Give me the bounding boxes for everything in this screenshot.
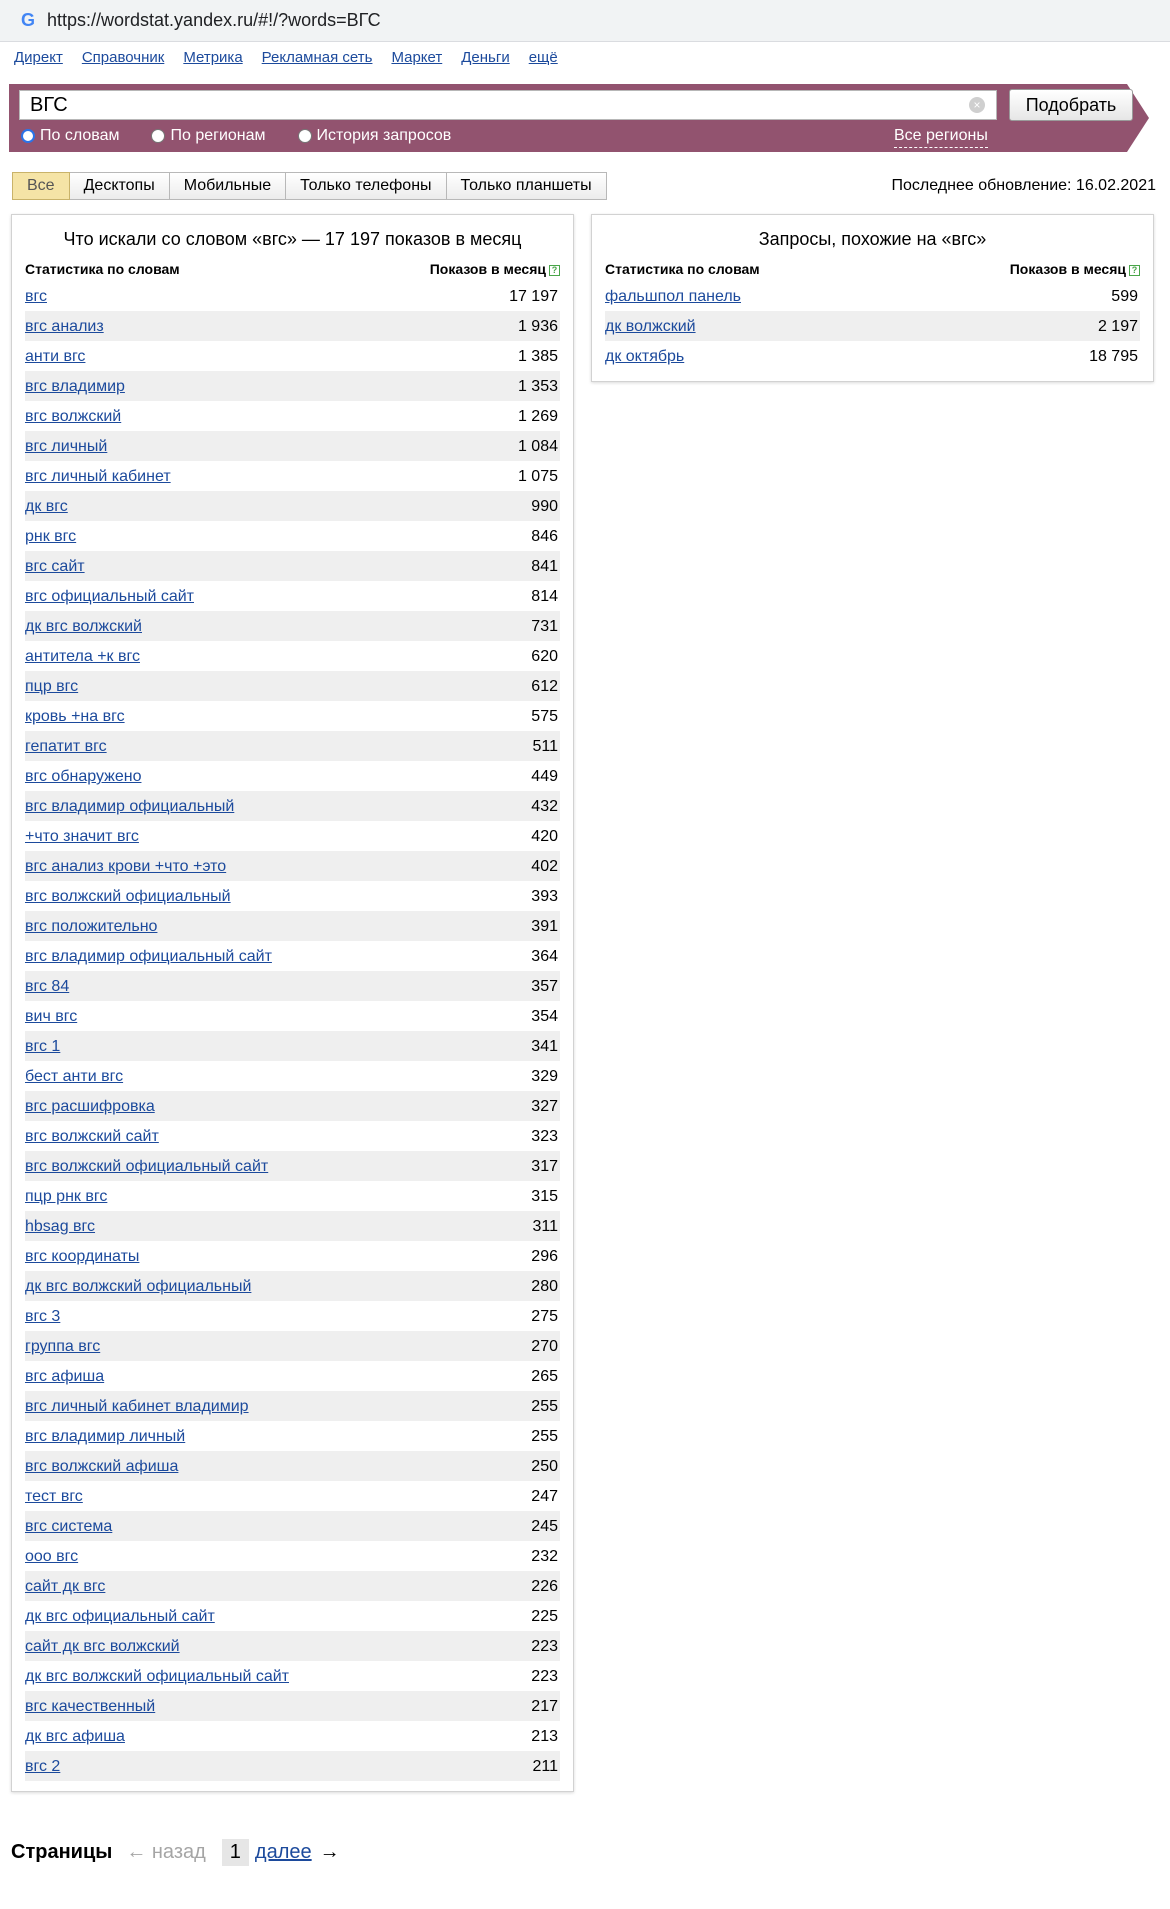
tab-tablets-only[interactable]: Только планшеты bbox=[447, 172, 607, 200]
impressions-count: 247 bbox=[531, 1488, 558, 1505]
tab-mobile[interactable]: Мобильные bbox=[170, 172, 286, 200]
impressions-count: 354 bbox=[531, 1008, 558, 1025]
search-band bbox=[9, 84, 1149, 152]
column-header-impressions bbox=[1010, 261, 1140, 277]
table-row bbox=[25, 1451, 560, 1481]
impressions-count: 223 bbox=[531, 1638, 558, 1655]
nav-link-more[interactable]: ещё bbox=[528, 49, 558, 66]
keyword-link[interactable]: вгс афиша bbox=[25, 1368, 105, 1385]
keyword-link[interactable]: вгс 1 bbox=[25, 1038, 61, 1055]
table-row bbox=[25, 791, 560, 821]
google-icon: G bbox=[20, 10, 35, 30]
keyword-link[interactable]: вгс 84 bbox=[25, 978, 70, 995]
current-page: 1 bbox=[222, 1839, 249, 1866]
keyword-link[interactable]: рнк вгс bbox=[25, 528, 77, 545]
impressions-count: 1 075 bbox=[517, 468, 558, 485]
impressions-count: 814 bbox=[531, 588, 558, 605]
keyword-link[interactable]: вгс волжский официальный bbox=[25, 888, 231, 905]
impressions-count: 612 bbox=[531, 678, 558, 695]
keyword-link[interactable]: ооо вгс bbox=[25, 1548, 79, 1565]
impressions-count: 255 bbox=[531, 1398, 558, 1415]
keyword-link[interactable]: вгс личный кабинет bbox=[25, 468, 171, 485]
impressions-count: 213 bbox=[531, 1728, 558, 1745]
impressions-count: 620 bbox=[531, 648, 558, 665]
table-row bbox=[25, 941, 560, 971]
impressions-count: 357 bbox=[531, 978, 558, 995]
similar-queries-panel bbox=[591, 214, 1154, 382]
impressions-count: 211 bbox=[532, 1758, 558, 1775]
keyword-link[interactable]: фальшпол панель bbox=[605, 288, 741, 305]
nav-link-market[interactable]: Маркет bbox=[391, 49, 443, 66]
keyword-link[interactable]: вгс официальный сайт bbox=[25, 588, 194, 605]
table-row bbox=[25, 731, 560, 761]
table-row bbox=[25, 551, 560, 581]
url-text[interactable]: https://wordstat.yandex.ru/#!/?words=ВГС bbox=[47, 10, 381, 30]
impressions-count: 232 bbox=[531, 1548, 558, 1565]
table-row bbox=[25, 851, 560, 881]
impressions-count: 217 bbox=[531, 1698, 558, 1715]
table-row bbox=[25, 1691, 560, 1721]
last-update: Последнее обновление: 16.02.2021 bbox=[891, 177, 1156, 194]
impressions-count: 420 bbox=[531, 828, 558, 845]
keyword-link[interactable]: вгс личный кабинет владимир bbox=[25, 1398, 249, 1415]
keyword-link[interactable]: антитела +к вгс bbox=[25, 648, 140, 665]
help-icon[interactable]: ? bbox=[549, 265, 560, 276]
impressions-count: 449 bbox=[531, 768, 558, 785]
table-row bbox=[25, 1721, 560, 1751]
table-row bbox=[25, 1061, 560, 1091]
impressions-count: 245 bbox=[531, 1518, 558, 1535]
impressions-count: 275 bbox=[531, 1308, 558, 1325]
search-mode-radios bbox=[21, 125, 483, 147]
impressions-count: 391 bbox=[531, 918, 558, 935]
impressions-count: 250 bbox=[531, 1458, 558, 1475]
impressions-count: 511 bbox=[532, 738, 558, 755]
table-row bbox=[25, 401, 560, 431]
impressions-count: 317 bbox=[531, 1158, 558, 1175]
table-row bbox=[25, 1211, 560, 1241]
table-row bbox=[25, 1511, 560, 1541]
keyword-link[interactable]: кровь +на вгс bbox=[25, 708, 125, 725]
impressions-count: 327 bbox=[531, 1098, 558, 1115]
impressions-count: 841 bbox=[531, 558, 558, 575]
table-row bbox=[25, 431, 560, 461]
impressions-count: 1 353 bbox=[517, 378, 558, 395]
table-row bbox=[25, 461, 560, 491]
table-row bbox=[25, 1481, 560, 1511]
impressions-count: 1 936 bbox=[517, 318, 558, 335]
keyword-link[interactable]: гепатит вгс bbox=[25, 738, 107, 755]
column-header-label: Показов в месяц bbox=[1009, 261, 1126, 277]
keyword-link[interactable]: тест вгс bbox=[25, 1488, 83, 1505]
column-header-words: Статистика по словам bbox=[25, 261, 180, 277]
keyword-link[interactable]: +что значит вгс bbox=[25, 828, 139, 845]
keyword-link[interactable]: вгс волжский официальный сайт bbox=[25, 1158, 269, 1175]
table-row bbox=[25, 1271, 560, 1301]
pagination bbox=[11, 1838, 340, 1866]
device-tabs bbox=[12, 172, 607, 200]
column-header-impressions bbox=[430, 261, 560, 277]
table-row bbox=[25, 1661, 560, 1691]
keyword-link[interactable]: вгс система bbox=[25, 1518, 113, 1535]
keyword-link[interactable]: бест анти вгс bbox=[25, 1068, 124, 1085]
keyword-link[interactable]: вгс владимир личный bbox=[25, 1428, 186, 1445]
keyword-link[interactable]: дк вгс официальный сайт bbox=[25, 1608, 215, 1625]
table-row bbox=[605, 281, 1140, 311]
radio-by-regions[interactable] bbox=[151, 127, 265, 145]
table-row bbox=[25, 1151, 560, 1181]
nav-link-spravochnik[interactable]: Справочник bbox=[81, 49, 165, 66]
keyword-link[interactable]: вгс волжский афиша bbox=[25, 1458, 179, 1475]
table-row bbox=[25, 881, 560, 911]
service-nav bbox=[14, 48, 558, 68]
table-row bbox=[25, 311, 560, 341]
word-stats-table bbox=[25, 281, 560, 1781]
nav-link-money[interactable]: Деньги bbox=[461, 49, 510, 66]
impressions-count: 323 bbox=[531, 1128, 558, 1145]
impressions-count: 731 bbox=[531, 618, 558, 635]
keyword-link[interactable]: вгс расшифровка bbox=[25, 1098, 155, 1115]
panel-title: Запросы, похожие на «вгс» bbox=[758, 229, 987, 249]
table-row bbox=[25, 1001, 560, 1031]
similar-queries-table bbox=[605, 281, 1140, 371]
table-row bbox=[25, 1031, 560, 1061]
search-input[interactable]: ВГС bbox=[19, 90, 997, 120]
table-row bbox=[25, 1601, 560, 1631]
keyword-link[interactable]: вгс владимир bbox=[25, 378, 125, 395]
keyword-link[interactable]: сайт дк вгс волжский bbox=[25, 1638, 180, 1655]
impressions-count: 364 bbox=[531, 948, 558, 965]
keyword-link[interactable]: дк вгс волжский официальный сайт bbox=[25, 1668, 289, 1685]
keyword-link[interactable]: вгс волжский bbox=[25, 408, 122, 425]
clear-icon[interactable]: × bbox=[969, 97, 985, 113]
keyword-link[interactable]: вгс владимир официальный сайт bbox=[25, 948, 272, 965]
impressions-count: 341 bbox=[531, 1038, 558, 1055]
table-row bbox=[25, 581, 560, 611]
nav-link-direct[interactable]: Директ bbox=[14, 49, 63, 66]
table-row bbox=[25, 1631, 560, 1661]
prev-page-link: ← назад bbox=[126, 1840, 206, 1863]
keyword-link[interactable]: сайт дк вгс bbox=[25, 1578, 106, 1595]
keyword-link[interactable]: вгс bbox=[25, 288, 47, 305]
table-row bbox=[25, 341, 560, 371]
radio-label: По словам bbox=[40, 127, 120, 144]
keyword-link[interactable]: дк волжский bbox=[605, 318, 696, 335]
table-row bbox=[25, 971, 560, 1001]
keyword-link[interactable]: пцр вгс bbox=[25, 678, 79, 695]
keyword-link[interactable]: вгс 3 bbox=[25, 1308, 61, 1325]
impressions-count: 599 bbox=[1111, 288, 1138, 305]
keyword-link[interactable]: вгс сайт bbox=[25, 558, 85, 575]
table-row bbox=[25, 1421, 560, 1451]
impressions-count: 393 bbox=[531, 888, 558, 905]
impressions-count: 402 bbox=[531, 858, 558, 875]
table-row bbox=[25, 521, 560, 551]
impressions-count: 1 269 bbox=[517, 408, 558, 425]
impressions-count: 223 bbox=[531, 1668, 558, 1685]
impressions-count: 329 bbox=[531, 1068, 558, 1085]
table-row bbox=[25, 281, 560, 311]
table-row bbox=[25, 1541, 560, 1571]
tab-all[interactable]: Все bbox=[12, 172, 70, 200]
table-row bbox=[25, 1751, 560, 1781]
submit-button[interactable]: Подобрать bbox=[1009, 89, 1133, 121]
table-row bbox=[25, 641, 560, 671]
keyword-link[interactable]: hbsag вгс bbox=[25, 1218, 96, 1235]
table-row bbox=[25, 761, 560, 791]
impressions-count: 255 bbox=[531, 1428, 558, 1445]
radio-unchecked-icon[interactable] bbox=[298, 129, 312, 143]
impressions-count: 846 bbox=[531, 528, 558, 545]
impressions-count: 311 bbox=[532, 1218, 558, 1235]
panel-title: Что искали со словом «вгс» — 17 197 показов в месяц bbox=[63, 229, 522, 249]
keyword-link[interactable]: анти вгс bbox=[25, 348, 86, 365]
radio-label: История запросов bbox=[316, 127, 452, 144]
pagination-label: Страницы bbox=[11, 1840, 113, 1863]
table-row bbox=[605, 311, 1140, 341]
keyword-link[interactable]: вгс личный bbox=[25, 438, 108, 455]
keyword-link[interactable]: пцр рнк вгс bbox=[25, 1188, 108, 1205]
table-row bbox=[25, 371, 560, 401]
table-row bbox=[25, 491, 560, 521]
keyword-link[interactable]: дк вгс волжский официальный bbox=[25, 1278, 252, 1295]
table-row bbox=[25, 1121, 560, 1151]
impressions-count: 315 bbox=[531, 1188, 558, 1205]
keyword-link[interactable]: вгс 2 bbox=[25, 1758, 61, 1775]
impressions-count: 296 bbox=[531, 1248, 558, 1265]
impressions-count: 280 bbox=[531, 1278, 558, 1295]
table-header bbox=[25, 259, 560, 281]
impressions-count: 225 bbox=[531, 1608, 558, 1625]
keyword-link[interactable]: вгс волжский сайт bbox=[25, 1128, 159, 1145]
table-header bbox=[605, 259, 1140, 281]
impressions-count: 575 bbox=[531, 708, 558, 725]
table-row bbox=[25, 911, 560, 941]
table-row bbox=[25, 1361, 560, 1391]
tab-phones-only[interactable]: Только телефоны bbox=[286, 172, 446, 200]
regions-link[interactable]: Все регионы bbox=[894, 125, 988, 148]
table-row bbox=[25, 1301, 560, 1331]
nav-link-metrika[interactable]: Метрика bbox=[183, 49, 243, 66]
table-row bbox=[25, 1181, 560, 1211]
radio-unchecked-icon[interactable] bbox=[151, 129, 165, 143]
impressions-count: 1 084 bbox=[517, 438, 558, 455]
impressions-count: 17 197 bbox=[509, 288, 558, 305]
keyword-link[interactable]: дк вгс волжский bbox=[25, 618, 142, 635]
impressions-count: 265 bbox=[531, 1368, 558, 1385]
impressions-count: 432 bbox=[531, 798, 558, 815]
table-row bbox=[25, 701, 560, 731]
table-row bbox=[25, 1571, 560, 1601]
keyword-link[interactable]: вгс владимир официальный bbox=[25, 798, 235, 815]
help-icon[interactable]: ? bbox=[1129, 265, 1140, 276]
table-row bbox=[25, 1391, 560, 1421]
radio-checked-icon[interactable] bbox=[21, 129, 35, 143]
keyword-link[interactable]: вгс координаты bbox=[25, 1248, 140, 1265]
keyword-link[interactable]: вгс качественный bbox=[25, 1698, 156, 1715]
table-row bbox=[25, 1241, 560, 1271]
browser-address-bar[interactable] bbox=[0, 0, 1170, 42]
radio-by-words[interactable] bbox=[21, 127, 119, 145]
keyword-link[interactable]: вгс анализ крови +что +это bbox=[25, 858, 227, 875]
nav-link-ad-network[interactable]: Рекламная сеть bbox=[261, 49, 373, 66]
impressions-count: 270 bbox=[531, 1338, 558, 1355]
radio-label: По регионам bbox=[170, 127, 266, 144]
keyword-link[interactable]: вгс положительно bbox=[25, 918, 158, 935]
column-header-words: Статистика по словам bbox=[605, 261, 760, 277]
table-row bbox=[25, 611, 560, 641]
column-header-label: Показов в месяц bbox=[429, 261, 546, 277]
impressions-count: 226 bbox=[531, 1578, 558, 1595]
keyword-link[interactable]: вгс анализ bbox=[25, 318, 104, 335]
keyword-link[interactable]: вгс обнаружено bbox=[25, 768, 142, 785]
radio-history[interactable] bbox=[298, 127, 452, 145]
table-row bbox=[25, 821, 560, 851]
tab-desktops[interactable]: Десктопы bbox=[70, 172, 170, 200]
impressions-count: 2 197 bbox=[1097, 318, 1138, 335]
keyword-link[interactable]: дк октябрь bbox=[605, 348, 685, 365]
word-stats-panel bbox=[11, 214, 574, 1792]
keyword-link[interactable]: дк вгс bbox=[25, 498, 68, 515]
keyword-link[interactable]: дк вгс афиша bbox=[25, 1728, 125, 1745]
keyword-link[interactable]: группа вгс bbox=[25, 1338, 101, 1355]
table-row bbox=[25, 1091, 560, 1121]
next-page-link[interactable]: далее bbox=[254, 1840, 312, 1863]
impressions-count: 1 385 bbox=[517, 348, 558, 365]
table-row bbox=[605, 341, 1140, 371]
keyword-link[interactable]: вич вгс bbox=[25, 1008, 78, 1025]
table-row bbox=[25, 671, 560, 701]
arrow-right-icon[interactable]: → bbox=[319, 1840, 340, 1863]
impressions-count: 18 795 bbox=[1089, 348, 1138, 365]
table-row bbox=[25, 1331, 560, 1361]
impressions-count: 990 bbox=[531, 498, 558, 515]
